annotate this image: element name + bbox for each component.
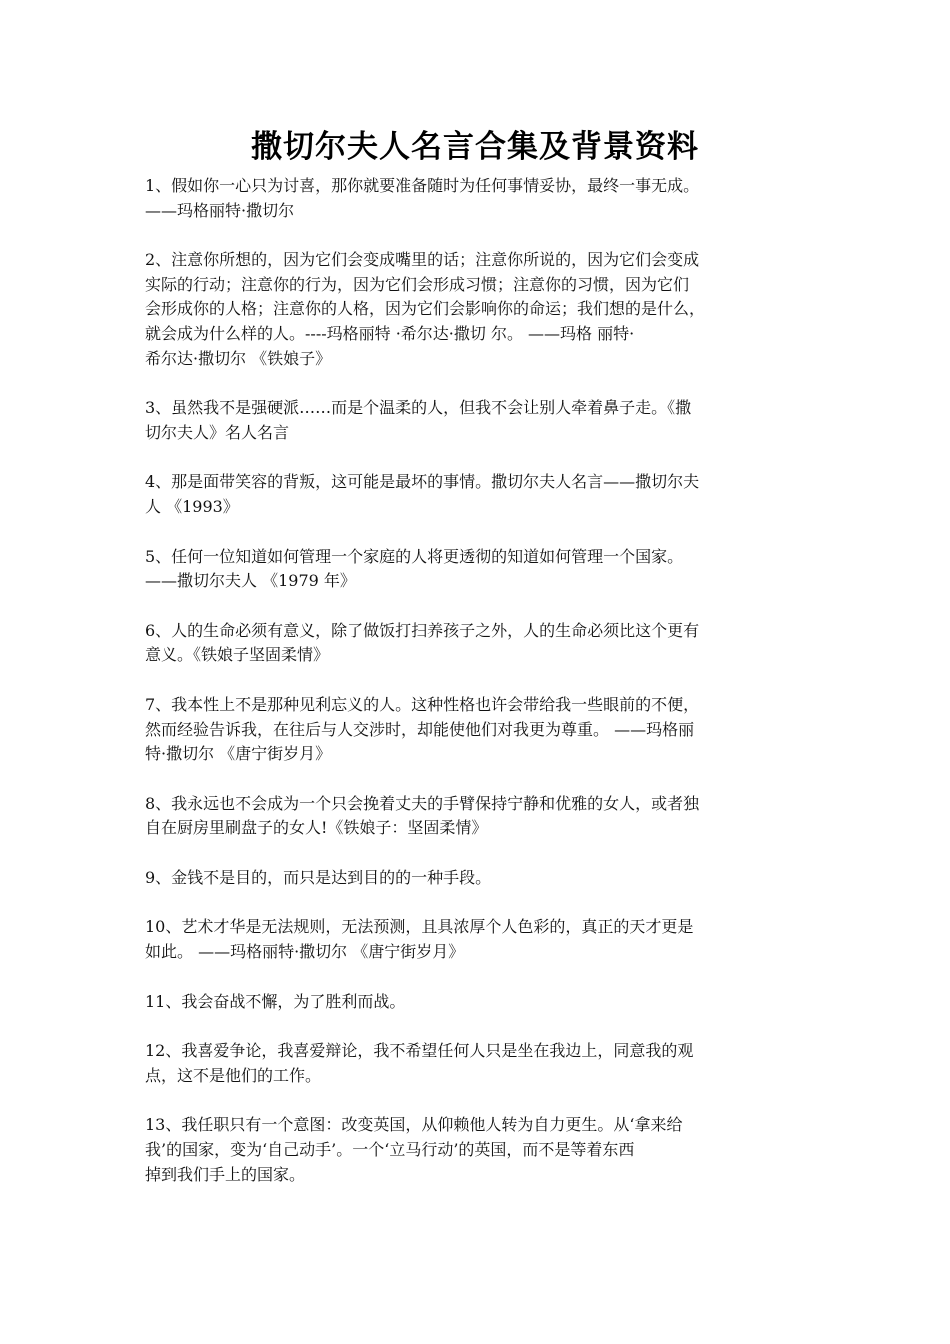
quote-line: 切尔夫人》名人名言 — [145, 422, 290, 442]
quote-line: 1、假如你一心只为讨喜，那你就要准备随时为任何事情妥协，最终一事无成。 — [145, 176, 700, 195]
quote-line: 就会成为什么样的人。----玛格丽特 ·希尔达·撒切 尔。 ——玛格 丽特· — [145, 323, 635, 343]
quote-line: 8、我永远也不会成为一个只会挽着丈夫的手臂保持宁静和优雅的女人，或者独 — [145, 793, 700, 813]
quote-line: 6、人的生命必须有意义，除了做饭打扫养孩子之外，人的生命必须比这个更有 — [145, 620, 700, 640]
quote-line: 我’的国家，变为‘自己动手’。一个‘立马行动’的英国，而不是等着东西 — [145, 1140, 635, 1160]
quote-line: 7、我本性上不是那种见利忘义的人。这种性格也许会带给我一些眼前的不便， — [145, 694, 700, 714]
quote-line: 13、我任职只有一个意图：改变英国，从仰赖他人转为自力更生。从‘拿来给 — [145, 1115, 683, 1135]
quote-paragraph — [145, 866, 817, 891]
quote-line: 掉到我们手上的国家。 — [145, 1164, 306, 1184]
quote-line: 实际的行动；注意你的行为，因为它们会形成习惯；注意你的习惯，因为它们 — [145, 274, 690, 294]
quote-line: 意义。《铁娘子坚固柔情》 — [145, 645, 330, 665]
quote-paragraph — [145, 470, 817, 519]
quote-paragraph — [145, 545, 817, 594]
quote-line: 2、注意你所想的，因为它们会变成嘴里的话；注意你所说的，因为它们会变成 — [145, 250, 700, 270]
quote-paragraph — [145, 1039, 817, 1088]
quote-line: 9、金钱不是目的，而只是达到目的的一种手段。 — [145, 867, 492, 887]
quote-paragraph — [145, 248, 817, 371]
quote-line: 12、我喜爱争论，我喜爱辩论，我不希望任何人只是坐在我边上，同意我的观 — [145, 1041, 694, 1061]
quote-line: ——玛格丽特·撒切尔 — [145, 200, 295, 220]
quote-line: 希尔达·撒切尔 《铁娘子》 — [145, 348, 332, 368]
quote-line: 会形成你的人格；注意你的人格，因为它们会影响你的命运；我们想的是什么， — [145, 299, 706, 319]
quote-paragraph — [145, 792, 817, 841]
quote-paragraph — [145, 990, 817, 1015]
quote-line: 11、我会奋战不懈，为了胜利而战。 — [145, 991, 406, 1011]
quote-line: 4、那是面带笑容的背叛，这可能是最坏的事情。撒切尔夫人名言——撒切尔夫 — [145, 472, 700, 492]
quote-line: 5、任何一位知道如何管理一个家庭的人将更透彻的知道如何管理一个国家。 — [145, 546, 684, 566]
quote-line: 如此。 ——玛格丽特·撒切尔 《唐宁街岁月》 — [145, 942, 465, 962]
quote-line: ——撒切尔夫人 《1979 年》 — [145, 571, 356, 591]
quote-line: 人 《1993》 — [145, 496, 239, 516]
quote-line: 3、虽然我不是强硬派……而是个温柔的人，但我不会让别人牵着鼻子走。《撒 — [145, 398, 692, 418]
quote-line: 10、艺术才华是无法规则，无法预测，且具浓厚个人色彩的，真正的天才更是 — [145, 917, 694, 937]
quote-paragraph — [145, 693, 817, 767]
quote-line: 点，这不是他们的工作。 — [145, 1065, 322, 1085]
quote-paragraph — [145, 915, 817, 964]
quote-paragraph — [145, 396, 817, 445]
quote-paragraph — [145, 619, 817, 668]
quote-paragraph — [145, 174, 817, 223]
page-title: 撒切尔夫人名言合集及背景资料 — [251, 129, 699, 165]
quote-line: 特·撒切尔 《唐宁街岁月》 — [145, 744, 332, 764]
document-body — [145, 174, 817, 1212]
quote-line: 然而经验告诉我，在往后与人交涉时，却能使他们对我更为尊重。 ——玛格丽 — [145, 719, 695, 739]
quote-line: 自在厨房里刷盘子的女人!《铁娘子：坚固柔情》 — [145, 818, 488, 838]
quote-paragraph — [145, 1113, 817, 1187]
